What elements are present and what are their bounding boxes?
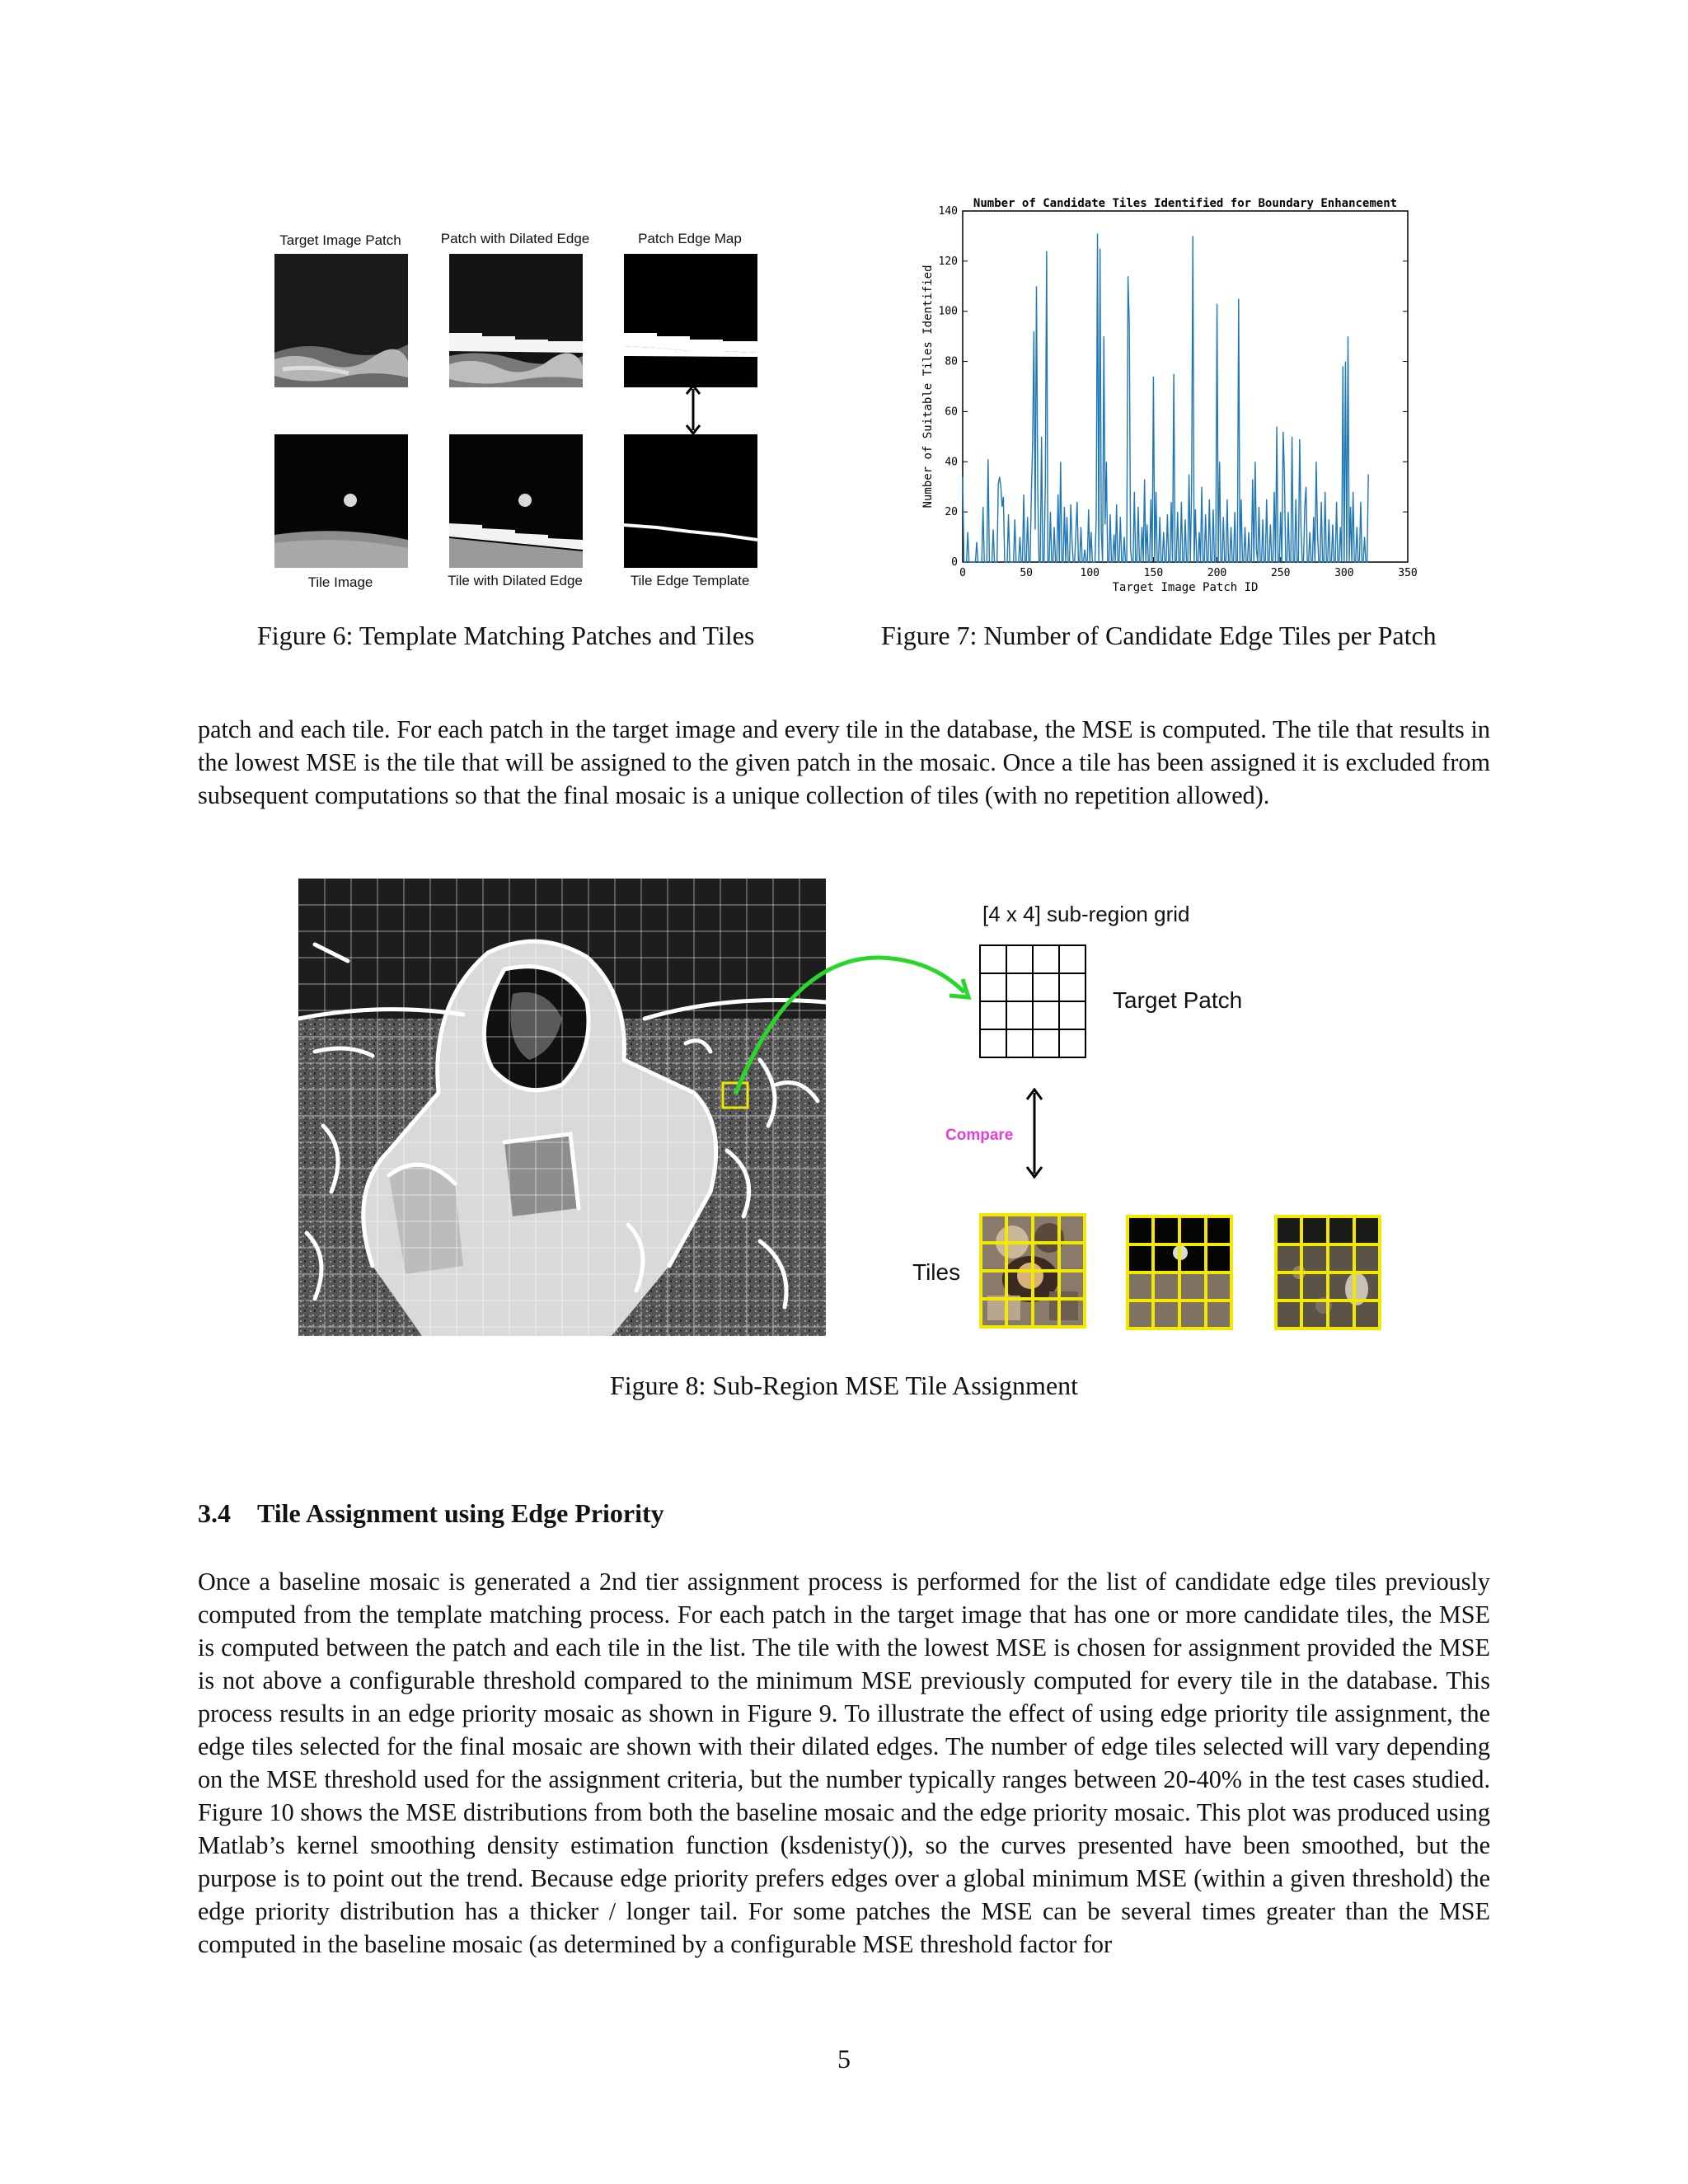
y-tick-label: 20 — [945, 506, 958, 519]
compare-arrow-icon — [1022, 1088, 1047, 1179]
x-tick-label: 300 — [1334, 567, 1354, 579]
tile-image — [274, 434, 408, 568]
tile-edge-template — [624, 434, 757, 568]
y-tick-label: 140 — [938, 205, 958, 218]
x-tick-label: 150 — [1143, 567, 1164, 579]
section-title: Tile Assignment using Edge Priority — [257, 1498, 664, 1528]
label-patch-edge-map: Patch Edge Map — [638, 231, 742, 246]
y-tick-label: 80 — [945, 355, 958, 368]
label-tile-with-dilated-edge: Tile with Dilated Edge — [448, 573, 583, 588]
paragraph-1: patch and each tile. For each patch in the target image and every tile in the database, the MSE is computed. The tile that results in the lowest MSE is the tile that will be assigned to the given patch in the mosaic. Once a tile has been assigned it is excluded from subsequent computations so that the final mosaic is a unique collection of tiles (with no repetition allowed). — [198, 715, 1490, 809]
section-number: 3.4 — [198, 1498, 231, 1528]
label-tile-edge-template: Tile Edge Template — [630, 573, 750, 588]
y-tick-label: 40 — [945, 456, 958, 469]
paragraph-2: Once a baseline mosaic is generated a 2nd tier assignment process is performed for the list of candidate edge tiles previously computed from the template matching process. For each patch in the target image that has one or more candidate tiles, the MSE is computed between the patch and each tile in the list. The tile with the lowest MSE is chosen for assignment provided the MSE is not above a configurable threshold compared to the minimum MSE previously computed for every tile in the database. This process results in an edge priority mosaic as shown in Figure 9. To illustrate the effect of using edge priority tile assignment, the edge tiles selected for the final mosaic are shown with their dilated edges. The number of edge tiles selected will vary depending on the MSE threshold used for the assignment criteria, but the number typically ranges between 20-40% in the test cases studied. Figure 10 shows the MSE distributions from both the baseline mosaic and the edge priority mosaic. This plot was produced using Matlab’s kernel smoothing density estimation function (ksdenisty()), so the curves presented have been smoothed, but the purpose is to point out the trend. Because edge priority prefers edges over a global minimum MSE (within a given threshold) the edge priority distribution has a thicker / longer tail. For some patches the MSE can be several times greater than the MSE computed in the baseline mosaic (as determined by a configurable MSE threshold factor for — [198, 1568, 1490, 1958]
x-tick-label: 250 — [1270, 567, 1291, 579]
y-tick-label: 100 — [938, 305, 958, 318]
y-tick-label: 120 — [938, 255, 958, 268]
grid-label: [4 x 4] sub-region grid — [982, 902, 1190, 926]
tile-with-dilated-edge — [449, 434, 583, 568]
target-patch-grid — [979, 944, 1088, 1060]
tile-3 — [1274, 1215, 1381, 1330]
plot-frame — [963, 211, 1408, 562]
candidate-tiles-chart — [907, 190, 1434, 602]
compare-label: Compare — [945, 1127, 1014, 1144]
y-tick-label: 0 — [951, 556, 958, 569]
x-tick-label: 0 — [959, 567, 966, 579]
patch-with-dilated-edge — [449, 254, 583, 387]
target-patch-label: Target Patch — [1113, 987, 1243, 1013]
label-tile-image: Tile Image — [307, 574, 373, 590]
chart-ylabel: Number of Suitable Tiles Identified — [921, 265, 935, 509]
green-arrow-icon — [725, 948, 989, 1096]
x-tick-label: 100 — [1080, 567, 1100, 579]
double-arrow-icon — [681, 384, 706, 435]
y-tick-label: 60 — [945, 405, 958, 419]
label-target-image-patch: Target Image Patch — [279, 232, 401, 248]
tiles-label: Tiles — [912, 1259, 961, 1285]
x-tick-label: 50 — [1020, 567, 1033, 579]
target-image-patch — [274, 254, 408, 387]
figure-8-caption: Figure 8: Sub-Region MSE Tile Assignment — [609, 1371, 1079, 1400]
chart-title: Number of Candidate Tiles Identified for Boundary Enhancement — [973, 197, 1398, 210]
x-tick-label: 350 — [1398, 567, 1418, 579]
figure-7-caption: Figure 7: Number of Candidate Edge Tiles per Patch — [881, 621, 1437, 650]
section-heading — [198, 1498, 664, 1529]
x-tick-label: 200 — [1207, 567, 1227, 579]
patch-edge-map — [624, 254, 757, 387]
chart-xlabel: Target Image Patch ID — [1112, 581, 1259, 594]
tile-2 — [1126, 1215, 1233, 1330]
tile-1 — [979, 1213, 1086, 1329]
page-number: 5 — [837, 2044, 851, 2074]
series-line-candidate-tiles — [963, 233, 1368, 562]
label-patch-with-dilated-edge: Patch with Dilated Edge — [440, 231, 590, 246]
figure-6-caption: Figure 6: Template Matching Patches and Tiles — [257, 621, 755, 650]
